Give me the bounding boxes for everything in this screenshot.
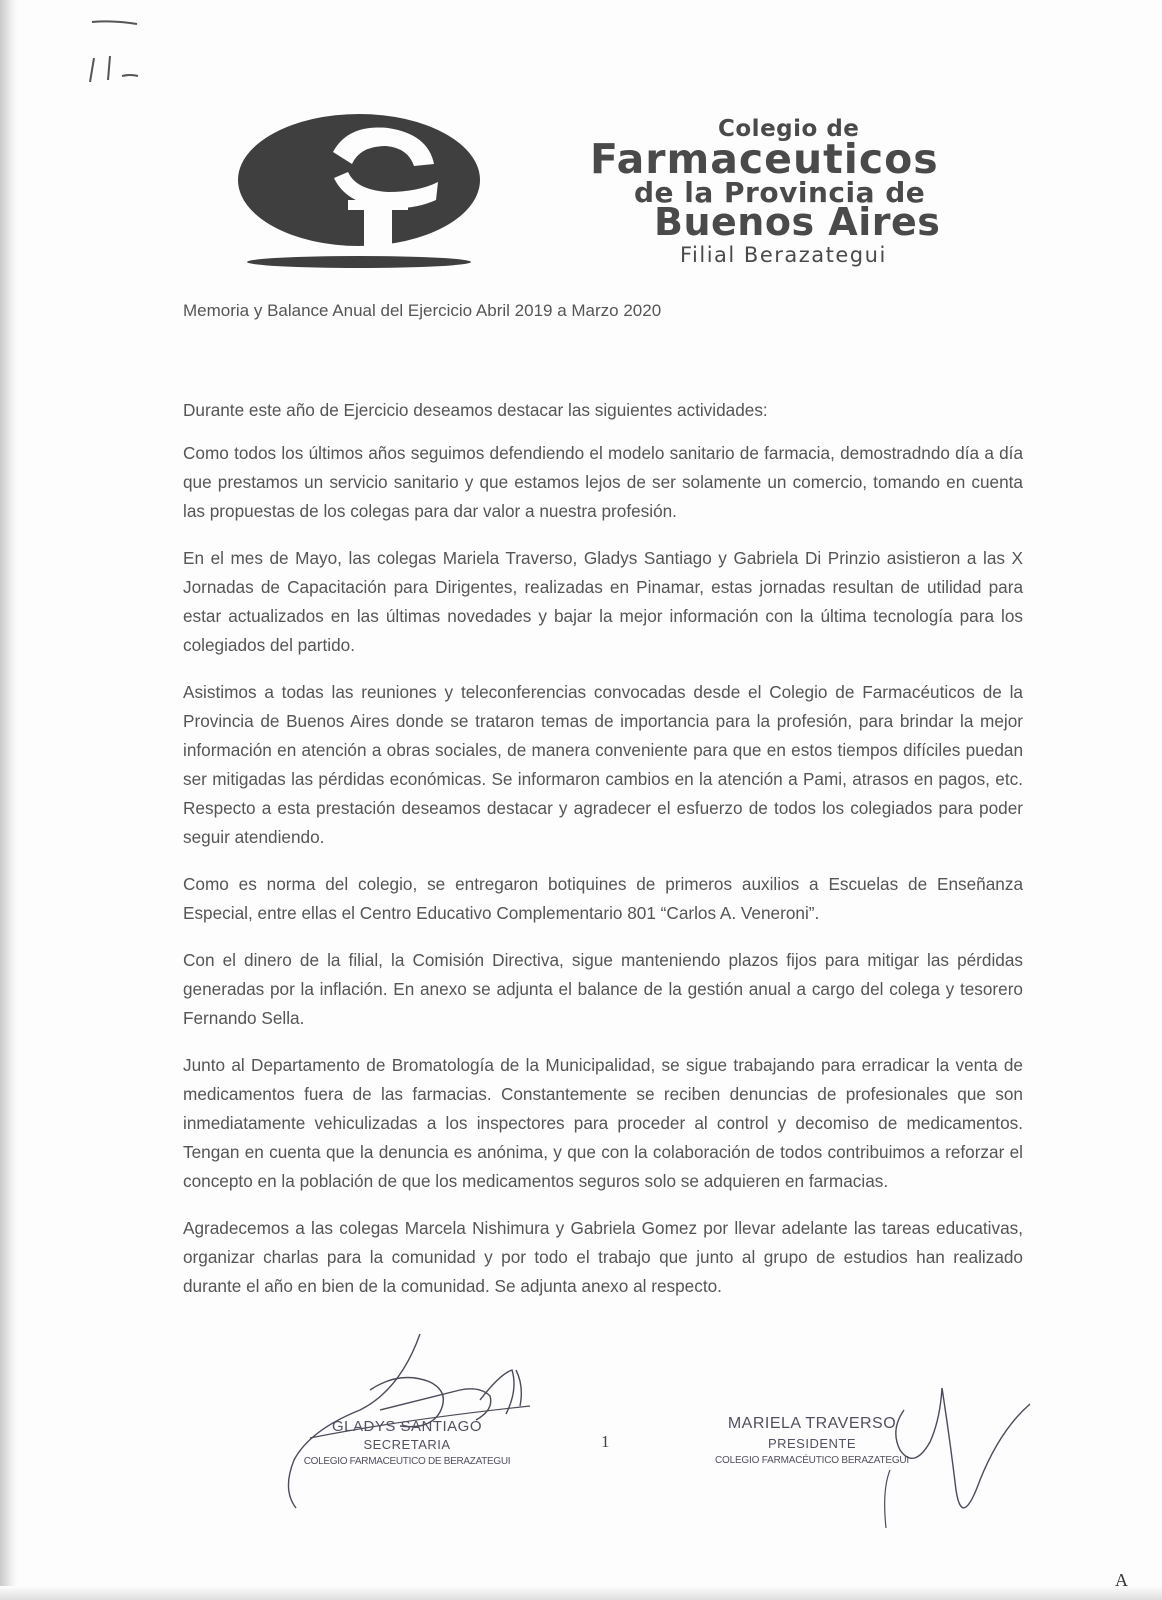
document-body: [183, 396, 1023, 1319]
paragraph: Con el dinero de la filial, la Comisión Directiva, sigue manteniendo plazos fijos para mitigar las pérdidas generadas por la inflación. En anexo se adjunta el balance de la gestión anual a cargo del colega y tesorero Fernando Sella.: [183, 950, 1023, 1028]
signatory-role: PRESIDENTE: [767, 1436, 857, 1451]
corner-pen-marks-icon: [82, 18, 142, 88]
torch-emblem-icon: [238, 112, 488, 272]
document-title: Memoria y Balance Anual del Ejercicio Abril 2019 a Marzo 2020: [183, 301, 662, 320]
org-name-line-2: Farmaceuticos: [590, 135, 939, 183]
signatory-name: GLADYS SANTIAGO: [331, 1418, 483, 1435]
page-number: 1: [601, 1432, 610, 1451]
signature-block-right: [712, 1415, 912, 1466]
signatory-organization: COLEGIO FARMACÉUTICO BERAZATEGUI: [715, 1455, 909, 1466]
paragraph: Agradecemos a las colegas Marcela Nishimura y Gabriela Gomez por llevar adelante las tareas educativas, organizar charlas para la comunidad y por todo el trabajo que junto al grupo de estudios han realizado durante el año en bien de la comunidad. Se adjunta anexo al respecto.: [183, 1218, 1023, 1296]
paragraph: Junto al Departamento de Bromatología de la Municipalidad, se sigue trabajando para erradicar la venta de medicamentos fuera de las farmacias. Constantemente se reciben denuncias de profesionales que son inmediatamente vehiculizadas a los inspectores para proceder al control y decomiso de medicamentos. Tengan en cuenta que la denuncia es anónima, y que con la colaboración de todos contribuimos a reforzar el concepto en la población de que los medicamentos seguros solo se adquieren en farmacias.: [183, 1055, 1023, 1191]
org-name-line-1: Colegio de: [718, 116, 860, 142]
signature-block-left: [292, 1418, 522, 1467]
org-name-line-4: Buenos Aires: [654, 200, 941, 244]
corner-handwritten-mark: A: [1115, 1570, 1128, 1590]
org-branch-name: Filial Berazategui: [680, 243, 887, 267]
paragraph: Como todos los últimos años seguimos defendiendo el modelo sanitario de farmacia, demostradndo día a día que prestamos un servicio sanitario y que estamos lejos de ser solamente un comercio, tomando en cuenta las propuestas de los colegas para dar valor a nuestra profesión.: [183, 443, 1023, 521]
signatory-name: MARIELA TRAVERSO: [727, 1415, 897, 1432]
paragraph: Asistimos a todas las reuniones y teleconferencias convocadas desde el Colegio de Farmacéuticos de la Provincia de Buenos Aires donde se trataron temas de importancia para la profesión, para brindar la mejor información en atención a obras sociales, de manera conveniente para que en estos tiempos difíciles puedan ser mitigadas las pérdidas económicas. Se informaron cambios en la atención a Pami, atrasos en pagos, etc. Respecto a esta prestación deseamos destacar y agradecer el esfuerzo de todos los colegiados para poder seguir atendiendo.: [183, 682, 1023, 847]
signatory-organization: COLEGIO FARMACEUTICO DE BERAZATEGUI: [303, 1456, 511, 1467]
scan-page-edge: [0, 0, 18, 1600]
org-name-line-3: de la Provincia de: [634, 176, 926, 209]
scan-page-bottom-edge: [0, 1586, 1162, 1600]
signatory-role: SECRETARIA: [363, 1437, 451, 1452]
paragraph: En el mes de Mayo, las colegas Mariela Traverso, Gladys Santiago y Gabriela Di Prinzio asistieron a las X Jornadas de Capacitación para Dirigentes, realizadas en Pinamar, estas jornadas resultan de utilidad para estar actualizados en las últimas novedades y bajar la mejor información con la última tecnología para los colegiados del partido.: [183, 548, 1023, 655]
paragraph-intro: Durante este año de Ejercicio deseamos destacar las siguientes actividades:: [183, 400, 768, 420]
paragraph: Como es norma del colegio, se entregaron botiquines de primeros auxilios a Escuelas de Enseñanza Especial, entre ellas el Centro Educativo Complementario 801 “Carlos A. Veneroni”.: [183, 874, 1023, 923]
